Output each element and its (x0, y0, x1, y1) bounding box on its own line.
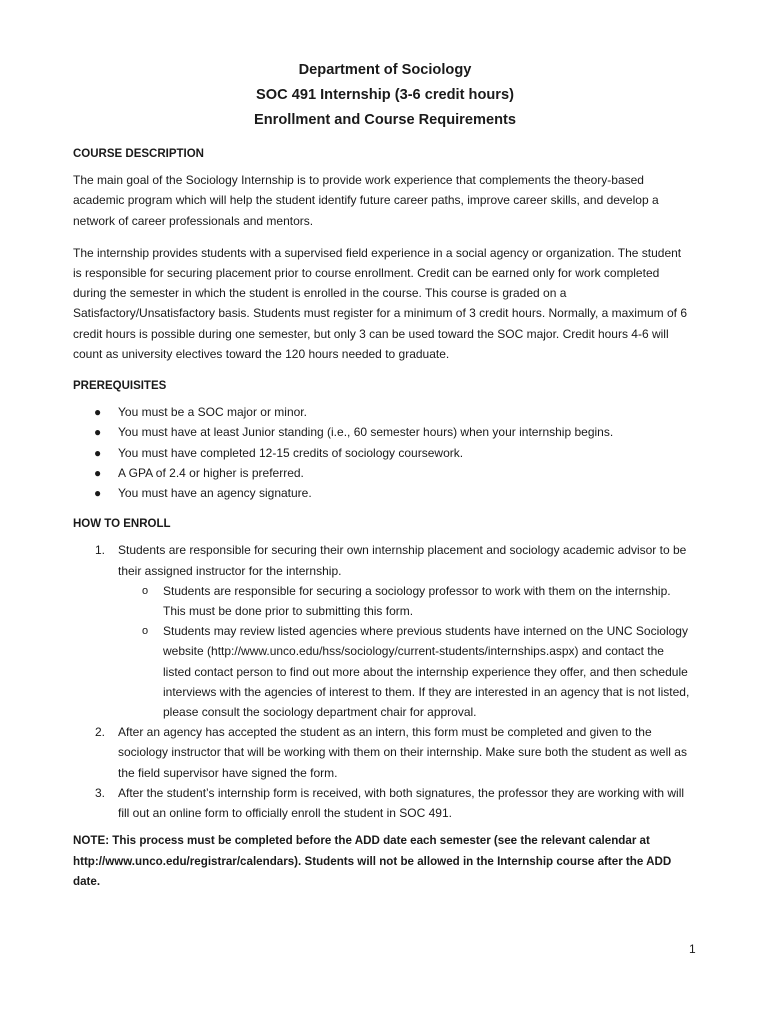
step-text: Students are responsible for securing their own internship placement and sociology academic advisor to be their assigned instructor for the internship. (118, 543, 687, 578)
enroll-step (73, 540, 693, 722)
list-item-text: You must be a SOC major or minor. (118, 405, 307, 420)
list-item (73, 443, 693, 463)
sub-item-text: Students are responsible for securing a sociology professor to work with them on the internship. This must be done prior to submitting this form. (163, 583, 671, 619)
prerequisites-list (73, 402, 693, 503)
sub-item-text: Students may review listed agencies where previous students have interned on the UNC Sociology website (http://www.unco.edu/hss/sociology/current-students/internships.aspx) and contact the listed contact person to find out more about the internship experience they offer, and then schedule interviews with the agencies of interest to them. If they are interested in an agency that is not listed, please consult the sociology department chair for approval. (163, 624, 690, 720)
bullet-icon: ● (94, 445, 102, 460)
circle-bullet-icon: o (142, 584, 149, 597)
list-item (73, 483, 693, 503)
course-description-paragraph-2: The internship provides students with a supervised field experience in a social agency or organization. The student is responsible for securing placement prior to course enrollment. Credit can be earned only for work completed during the semester in which the student is enrolled in the course. This course is graded on a Satisfactory/Unsatisfactory basis. Students must register for a minimum of 3 credit hours. Normally, a maximum of 6 credit hours is possible during one semester, but only 3 can be used toward the SOC major. Credit hours 4-6 will count as university electives toward the 120 hours needed to graduate. (73, 245, 687, 361)
course-description-paragraph-1: The main goal of the Sociology Internship is to provide work experience that complements the theory-based academic program which will help the student identify future career paths, improve career skills, and develop a network of career professionals and mentors. (73, 173, 659, 228)
sub-list-item (118, 621, 693, 722)
prerequisites-heading: PREREQUISITES (73, 380, 167, 393)
list-item (73, 422, 693, 442)
list-item-text: A GPA of 2.4 or higher is preferred. (118, 465, 304, 480)
department-title: Department of Sociology (298, 62, 472, 78)
bullet-icon: ● (94, 465, 102, 480)
list-item (73, 463, 693, 483)
list-item-text: You must have an agency signature. (118, 486, 312, 501)
document-subtitle: Enrollment and Course Requirements (254, 112, 516, 128)
course-title: SOC 491 Internship (3-6 credit hours) (256, 87, 514, 103)
enroll-step (73, 722, 693, 783)
document-title-block (0, 58, 770, 133)
bullet-icon: ● (94, 405, 102, 420)
list-item (73, 402, 693, 422)
course-description-heading: COURSE DESCRIPTION (73, 148, 204, 160)
list-item-text: You must have completed 12-15 credits of sociology coursework. (118, 445, 464, 460)
enroll-steps-list (73, 540, 693, 823)
bullet-icon: ● (94, 425, 102, 440)
sub-list (118, 581, 693, 722)
list-item-text: You must have at least Junior standing (i.e., 60 semester hours) when your internship begins. (118, 425, 614, 440)
bullet-icon: ● (94, 486, 102, 501)
circle-bullet-icon: o (142, 625, 149, 638)
step-number: 3. (95, 785, 106, 800)
enroll-step (73, 783, 693, 823)
how-to-enroll-heading: HOW TO ENROLL (73, 518, 171, 531)
step-text: After the student’s internship form is received, with both signatures, the professor they are working with will fill out an online form to officially enroll the student in SOC 491. (118, 785, 685, 821)
page-number: 1 (689, 942, 696, 956)
enrollment-note: NOTE: This process must be completed before the ADD date each semester (see the relevant calendar at http://www.unco.edu/registrar/calendars). Students will not be allowed in the Internship course after the ADD date. (73, 834, 672, 889)
document-body (73, 144, 693, 893)
step-number: 2. (95, 725, 106, 740)
sub-list-item (118, 581, 693, 621)
step-number: 1. (95, 543, 106, 558)
step-text: After an agency has accepted the student as an intern, this form must be completed and given to the sociology instructor that will be working with them on their internship. Make sure both the student as well as the field supervisor have signed the form. (118, 725, 687, 780)
